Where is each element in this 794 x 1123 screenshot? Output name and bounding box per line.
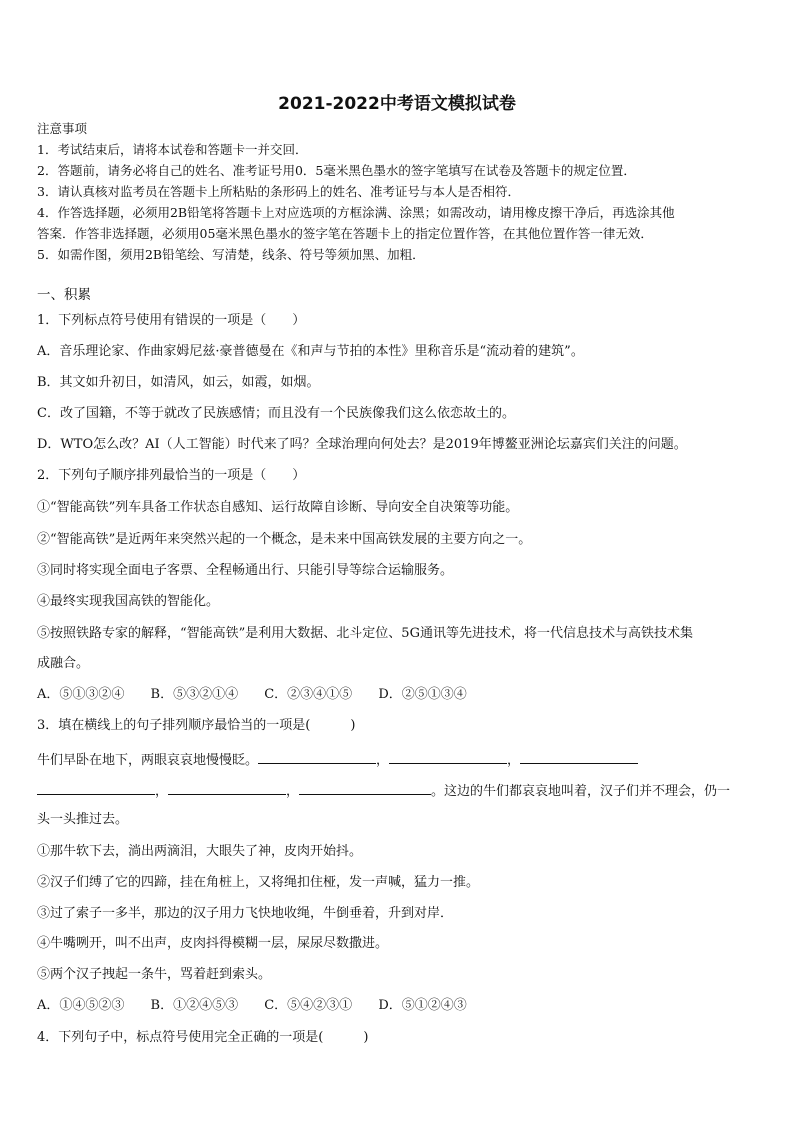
q3-option-b: B．①②④⑤③ (150, 998, 239, 1013)
answer-blank[interactable] (520, 750, 638, 764)
q2-option-b: B．⑤③②①④ (150, 687, 239, 702)
q3-passage-text: 牛们早卧在地下，两眼哀哀地慢慢眨。 (37, 753, 259, 768)
q2-sentence: 成融合。 (37, 656, 90, 671)
answer-blank[interactable] (168, 781, 286, 795)
q3-options (37, 998, 467, 1014)
q2-sentence: ⑤按照铁路专家的解释，“智能高铁”是利用大数据、北斗定位、5G通讯等先进技术，将一代信息技术与高铁技术集 (37, 626, 693, 641)
section-heading: 一、积累 (37, 287, 91, 303)
notice-item: 1．考试结束后，请将本试卷和答题卡一并交回． (37, 142, 308, 157)
page-title: 2021-2022中考语文模拟试卷 (278, 94, 516, 114)
q3-stem-text: 3．填在横线上的句子排列顺序最恰当的一项是( (37, 718, 311, 733)
q3-sentence: ②汉子们缚了它的四蹄，挂在角桩上，又将绳扣住桠，发一声喊，猛力一推。 (37, 875, 480, 890)
q2-sentence: ④最终实现我国高铁的智能化。 (37, 594, 220, 609)
question-3-stem (37, 718, 355, 734)
question-2-stem: 2．下列句子顺序排列最恰当的一项是（ ） (37, 468, 306, 483)
q2-sentence: ③同时将实现全面电子客票、全程畅通出行、只能引导等综合运输服务。 (37, 563, 454, 578)
answer-blank[interactable] (37, 781, 155, 795)
answer-blank[interactable] (389, 750, 507, 764)
q3-passage-line (37, 750, 638, 769)
notice-item: 答案．作答非选择题，必须用05毫米黑色墨水的签字笔在答题卡上的指定位置作答，在其他位置作答一律无效． (37, 226, 653, 241)
q3-option-c: C．⑤④②③① (264, 998, 353, 1013)
q3-passage-line: 头一头推过去。 (37, 812, 129, 827)
q3-punct: ， (376, 753, 390, 768)
q4-stem-paren: ) (363, 1030, 369, 1045)
q3-option-d: D．⑤①②④③ (378, 998, 467, 1013)
answer-blank[interactable] (299, 781, 431, 795)
q1-option-b: B．其文如升初日，如清风，如云，如霞，如烟。 (37, 375, 320, 390)
q3-punct: ， (507, 753, 521, 768)
notice-item: 3．请认真核对监考员在答题卡上所粘贴的条形码上的姓名、准考证号与本人是否相符． (37, 184, 520, 199)
q1-option-c: C．改了国籍，不等于就改了民族感情；而且没有一个民族像我们这么依恋故土的。 (37, 406, 515, 421)
notice-item: 4．作答选择题，必须用2B铅笔将答题卡上对应选项的方框涂满、涂黑；如需改动，请用橡皮擦干净后，再选涂其他 (37, 205, 675, 220)
q1-option-d: D．WTO怎么改？AI（人工智能）时代来了吗？全球治理向何处去？是2019年博鳌亚洲论坛嘉宾们关注的问题。 (37, 437, 687, 452)
q3-sentence: ⑤两个汉子拽起一条牛，骂着赶到索头。 (37, 967, 272, 982)
q2-option-a: A．⑤①③②④ (37, 687, 125, 702)
q3-sentence: ④牛嘴咧开，叫不出声，皮肉抖得模糊一层，屎尿尽数撒进。 (37, 936, 389, 951)
q1-option-a: A．音乐理论家、作曲家姆尼兹·豪普德曼在《和声与节拍的本性》里称音乐是“流动着的建筑”。 (37, 344, 584, 359)
q3-passage-line (37, 781, 730, 800)
question-4-stem (37, 1030, 368, 1046)
q2-sentence: ①“智能高铁”列车具备工作状态自感知、运行故障自诊断、导向安全自决策等功能。 (37, 500, 519, 515)
notice-item: 5．如需作图，须用2B铅笔绘、写清楚，线条、符号等须加黑、加粗． (37, 247, 425, 262)
q3-passage-text: 。这边的牛们都哀哀地叫着，汉子们并不理会，仍一 (431, 784, 731, 799)
q3-sentence: ①那牛软下去，淌出两滴泪，大眼失了神，皮肉开始抖。 (37, 844, 363, 859)
q2-sentence: ②“智能高铁”是近两年来突然兴起的一个概念，是未来中国高铁发展的主要方向之一。 (37, 532, 532, 547)
q3-stem-paren: ) (350, 718, 356, 733)
notice-item: 2．答题前，请务必将自己的姓名、准考证号用0．5毫米黑色墨水的签字笔填写在试卷及答题卡的规定位置． (37, 163, 636, 178)
q2-options (37, 687, 467, 703)
q2-option-d: D．②⑤①③④ (378, 687, 467, 702)
answer-blank[interactable] (258, 750, 376, 764)
q3-option-a: A．①④⑤②③ (37, 998, 125, 1013)
q2-option-c: C．②③④①⑤ (264, 687, 353, 702)
q3-punct: ， (286, 784, 300, 799)
q3-punct: ， (155, 784, 169, 799)
notice-heading: 注意事项 (37, 121, 88, 136)
question-1-stem: 1．下列标点符号使用有错误的一项是（ ） (37, 313, 306, 328)
q3-sentence: ③过了索子一多半，那边的汉子用力飞快地收绳，牛倒垂着，升到对岸． (37, 906, 454, 921)
q4-stem-text: 4．下列句子中，标点符号使用完全正确的一项是( (37, 1030, 324, 1045)
